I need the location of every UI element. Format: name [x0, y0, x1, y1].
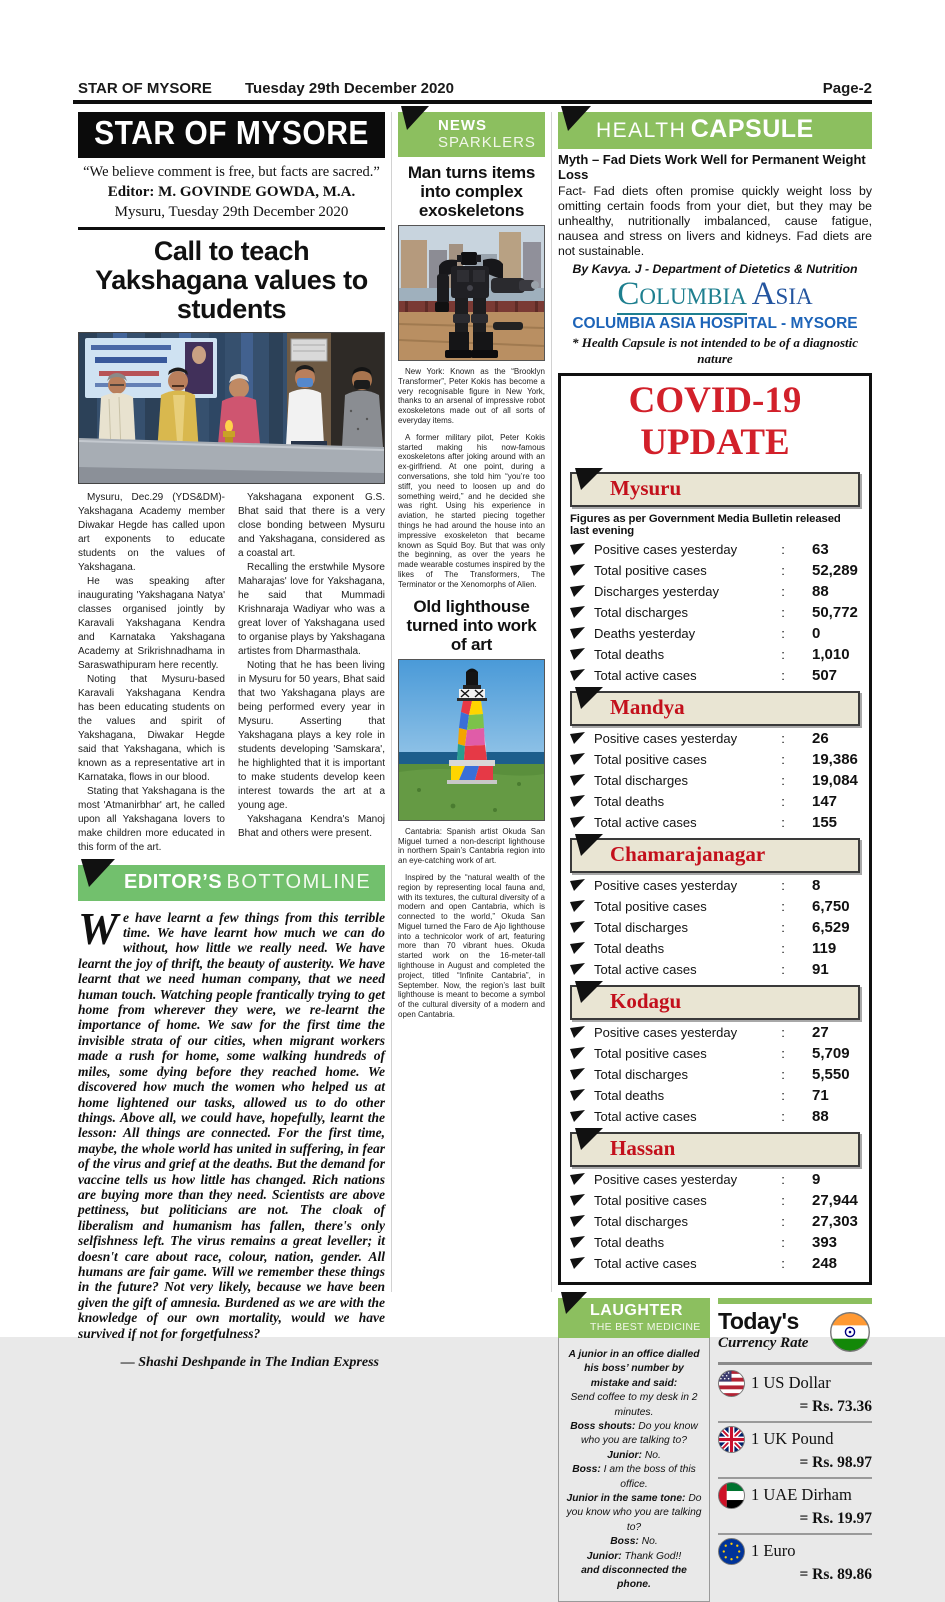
district-name: Kodagu [610, 988, 682, 1013]
lead-headline: Call to teach Yakshagana values to students [95, 236, 368, 324]
covid-row: Total deaths : 71 [570, 1087, 860, 1104]
us-flag-icon [718, 1370, 745, 1397]
joke-text [558, 1338, 710, 1602]
flag-marker-icon [570, 1068, 585, 1080]
uae-flag-icon [718, 1482, 745, 1509]
divider-rule [718, 1362, 872, 1365]
uk-flag-icon [718, 1426, 745, 1453]
paragraph: Noting that Mysuru-based Karavali Yakshagana Kendra has been educating students on the values and spirit of Yakshagana, Diwakar Hegde said that Yakshagana, which is known as a representative art in Karnataka, flows in our blood. [78, 673, 225, 783]
laughter-section [558, 1298, 710, 1602]
corner-flag-icon [560, 1291, 588, 1315]
district-header [570, 1132, 860, 1167]
covid-district-mandya [570, 691, 860, 831]
story-body [398, 827, 545, 1020]
covid-row: Positive cases yesterday : 26 [570, 730, 860, 747]
flag-marker-icon [570, 606, 585, 618]
covid-district-kodagu [570, 985, 860, 1125]
flag-marker-icon [570, 1110, 585, 1122]
section-tag-light: BOTTOMLINE [226, 870, 372, 893]
section-tag-bold: LAUGHTER [590, 1301, 683, 1319]
columbia-asia-logo [558, 275, 872, 312]
flag-marker-icon [570, 942, 585, 954]
covid-row: Total active cases : 91 [570, 961, 860, 978]
district-header [570, 472, 860, 507]
health-disclaimer: * Health Capsule is not intended to be of a diagnostic nature [571, 334, 859, 366]
covid-row: Total active cases : 88 [570, 1108, 860, 1125]
essay-attribution: — Shashi Deshpande in The Indian Express [120, 1354, 379, 1370]
corner-flag-icon [400, 105, 430, 131]
column-divider [391, 112, 392, 1292]
editor-line: Editor: M. GOVINDE GOWDA, M.A. [107, 184, 356, 200]
district-name: Mandya [610, 694, 685, 719]
corner-flag-icon [560, 105, 592, 132]
news-sparklers-header [398, 112, 545, 157]
covid-district-mysuru [570, 472, 860, 684]
district-header [570, 838, 860, 873]
laughter-header [558, 1298, 710, 1338]
covid-title: COVID-19 UPDATE [628, 379, 802, 464]
covid-row: Total positive cases : 27,944 [570, 1192, 860, 1209]
currency-row: 1 Euro = Rs. 89.86 [718, 1535, 872, 1589]
covid-row: Total discharges : 27,303 [570, 1213, 860, 1230]
article-column-2 [238, 491, 385, 855]
paragraph: Stating that Yakshagana is the most 'Atmanirbhar' art, he called upon all Yakshagana lovers to make children more educated in this form of the art. [78, 785, 225, 853]
story-body [398, 367, 545, 590]
covid-row: Positive cases yesterday : 8 [570, 877, 860, 894]
currency-row: 1 UAE Dirham = Rs. 19.97 [718, 1479, 872, 1535]
divider-rule [78, 227, 385, 230]
flag-marker-icon [570, 921, 585, 933]
covid-row: Total deaths : 147 [570, 793, 860, 810]
paragraph: He was speaking after inaugurating 'Yakshagana Natya' classes organised jointly by Karavali Yakshagana Kendra and Karnataka Yakshagana Academy at Srikrishnadhama in Saraswathipuram here recently. [78, 575, 225, 671]
district-header [570, 985, 860, 1020]
middle-column [398, 112, 545, 1027]
paragraph: Recalling the erstwhile Mysore Maharajas' love for Yakshagana, he said that Mummadi Krishnaraja Wadiyar who was a great lover of Yakshagana used to organise plays by Yakshagana artistes from Dharmasthala. [238, 561, 385, 657]
flag-marker-icon [570, 564, 585, 576]
joke-line: and disconnected the phone. [581, 1565, 687, 1591]
india-flag-icon [830, 1312, 870, 1352]
masthead [78, 112, 385, 158]
covid-row: Total active cases : 507 [570, 667, 860, 684]
paragraph: Inspired by the “natural wealth of the region by representing local fauna and, with its textures, the cultural diversity of a modern and open Cantabria, which is connected to the world,” Okuda San Miguel turned the Faro de Ajo lighthouse into a technicolor work of art, featuring more than 70 vibrant hues. Okuda started work on the 16-meter-tall lighthouse in August and completed the project, titled “Infinite Cantabria”, in September. Now, the region’s last built lighthouse is meant to become a symbol of the cultural diversity of a modern and open Cantabria. [398, 872, 545, 1020]
lighthouse-photo-graphic [399, 660, 544, 820]
flag-marker-icon [570, 1173, 585, 1185]
covid-row: Discharges yesterday : 88 [570, 583, 860, 600]
flag-marker-icon [570, 543, 585, 555]
covid-row: Total positive cases : 5,709 [570, 1045, 860, 1062]
covid-district-chamarajanagar [570, 838, 860, 978]
corner-flag-icon [574, 980, 604, 1004]
paragraph: Mysuru, Dec.29 (YDS&DM)- Yakshagana Academy member Diwakar Hegde has called upon art exponents to educate students on the values of Yakshagana. [78, 491, 225, 573]
flag-marker-icon [570, 1257, 585, 1269]
covid-row: Total deaths : 1,010 [570, 646, 860, 663]
covid-row: Total positive cases : 6,750 [570, 898, 860, 915]
left-column [78, 112, 385, 1371]
paragraph: A former military pilot, Peter Kokis started making his now-famous exoskeletons after joking around with an ex-girlfriend. At one point, during a conversations, she told him “you’re too stiff, you need to loosen up and do something weird,” and he decided she was right. Using his experience in aviation, he started piecing together things he had around the house into an impressive exoskeleton that became known as Squid Boy. But that was only the beginning, as over the years he made wearable costumes inspired by the likes of The Transformers, The Terminator or the Xenomorphs of Alien. [398, 432, 545, 589]
article-column-1 [78, 491, 225, 855]
joke-line: Boss shouts: Do you know who you are talking to? [570, 1421, 698, 1447]
covid-row: Positive cases yesterday : 27 [570, 1024, 860, 1041]
joke-line: Send coffee to my desk in 2 minutes. [570, 1392, 698, 1418]
lead-article-body [78, 491, 385, 855]
paragraph: Yakshagana exponent G.S. Bhat said that there is a very close bonding between Mysuru and Yakshagana, considered as a coastal art. [238, 491, 385, 559]
flag-marker-icon [570, 1089, 585, 1101]
health-capsule-header [558, 112, 872, 149]
covid-district-hassan [570, 1132, 860, 1272]
masthead-title: STAR OF MYSORE [94, 114, 369, 152]
flag-marker-icon [570, 963, 585, 975]
covid-row: Total discharges : 19,084 [570, 772, 860, 789]
covid-row: Total positive cases : 52,289 [570, 562, 860, 579]
corner-flag-icon [574, 467, 604, 491]
covid-row: Total positive cases : 19,386 [570, 751, 860, 768]
robot-photo-graphic [399, 226, 544, 360]
flag-marker-icon [570, 1236, 585, 1248]
page-number: Page-2 [822, 80, 872, 97]
editors-bottomline-header [78, 865, 385, 901]
currency-title: Today's [718, 1307, 799, 1334]
district-name: Mysuru [610, 475, 682, 500]
covid-row: Deaths yesterday : 0 [570, 625, 860, 642]
section-tag-bold: CAPSULE [690, 115, 814, 143]
flag-marker-icon [570, 627, 585, 639]
flag-marker-icon [570, 1047, 585, 1059]
right-column [558, 112, 872, 1602]
district-name: Hassan [610, 1135, 676, 1160]
running-header [78, 80, 872, 97]
corner-flag-icon [574, 833, 604, 857]
covid-row: Positive cases yesterday : 63 [570, 541, 860, 558]
yakshagana-photo [78, 332, 385, 484]
logo-columbia: Columbia [617, 276, 746, 315]
flag-marker-icon [570, 1215, 585, 1227]
masthead-dateline: Mysuru, Tuesday 29th December 2020 [114, 204, 349, 220]
paragraph: Cantabria: Spanish artist Okuda San Miguel turned a non-descript lighthouse in northern Spain’s Cantabria region into an eye-catching work of art. [398, 826, 545, 866]
covid-row: Total deaths : 119 [570, 940, 860, 957]
flag-marker-icon [570, 1194, 585, 1206]
district-name: Chamarajanagar [610, 841, 766, 866]
covid-row: Positive cases yesterday : 9 [570, 1171, 860, 1188]
flag-marker-icon [570, 732, 585, 744]
corner-flag-icon [574, 1127, 604, 1151]
drop-cap: W [78, 903, 119, 954]
corner-flag-icon [80, 858, 116, 888]
story-headline: Old lighthouse turned into work of art [406, 596, 537, 654]
running-date: Tuesday 29th December 2020 [245, 80, 454, 97]
section-tag-bold: NEWS [438, 117, 487, 134]
paragraph: Noting that he has been living in Mysuru for 50 years, Bhat said that two Yakshagana plays are being performed every year in Mysuru. Asserting that Yakshagana plays a key role in students developing 'Samskara', he highlighted that it is important to make students develop keen interest towards the art at a young age. [238, 659, 385, 811]
section-tag-light: THE BEST MEDICINE [590, 1320, 701, 1333]
section-tag-light: SPARKLERS [438, 134, 536, 151]
running-brand: STAR OF MYSORE [78, 80, 212, 97]
flag-marker-icon [570, 879, 585, 891]
joke-line: Junior in the same tone: Do you know who you are talking to? [566, 1493, 702, 1533]
currency-row: 1 UK Pound = Rs. 98.97 [718, 1423, 872, 1479]
hospital-name: COLUMBIA ASIA HOSPITAL - MYSORE [572, 314, 858, 332]
eu-flag-icon [718, 1538, 745, 1565]
flag-marker-icon [570, 900, 585, 912]
covid-note: Figures as per Government Media Bulletin released last evening [570, 512, 841, 537]
flag-marker-icon [570, 585, 585, 597]
essay-text: e have learnt a few things from this terrible time. We have learnt how much we can do without, how little we really need. We have learnt the joy of thrift, the beauty of austerity. We have learnt that we need human company, that we need human touch. Watching people frantically trying to get home from wherever they were, we re-learnt the importance of home. We saw for the first time the invisible strata of our cities, when migrant workers made a rush for home, some walking hundreds of miles, some dying before they reached home. We discovered how much the women who helped us at home lightened our tasks, allowed us to do other things. Above all, we could have, hopefully, learnt the lesson: All things are connected. For the first time, maybe, the whole world has united in suffering, in fear of the virus and grief at the deaths. But the demand for vaccine tells us how little has changed. Rich nations are buying more than they need. Scientists are above pettiness, but politicians are not. The cloak of liberalism and humanism has fallen, there's only selfishness left. The virus remains a great leveller; it doesn't care about race, colour, nation, gender. All humans are fair game. Will we remember these things in the future? Not very likely, because we have been given the gift of amnesia. Burdened as we are with the knowledge of our own mortality, would we have survived if not for forgetfulness? [78, 909, 385, 1341]
flag-marker-icon [570, 648, 585, 660]
health-fact: Fact- Fad diets often promise quickly weight loss by omitting certain foods from your diet, but they may be unhealthy, nutritionally imbalanced, cause fatigue, nausea and stress on livers and kidneys. Fad diets are not sustainable. [558, 183, 872, 258]
health-byline: By Kavya. J - Department of Dietetics & Nutrition [572, 261, 858, 276]
currency-row: 1 US Dollar = Rs. 73.36 [718, 1367, 872, 1423]
flag-marker-icon [570, 816, 585, 828]
joke-line: Boss: I am the boss of this office. [572, 1464, 696, 1490]
health-myth: Myth – Fad Diets Work Well for Permanent Weight Loss [558, 152, 866, 182]
covid-row: Total discharges : 5,550 [570, 1066, 860, 1083]
covid-row: Total active cases : 248 [570, 1255, 860, 1272]
flag-marker-icon [570, 774, 585, 786]
section-tag-light: HEALTH [596, 119, 687, 142]
covid-row: Total discharges : 50,772 [570, 604, 860, 621]
currency-topbar [718, 1298, 872, 1304]
flag-marker-icon [570, 753, 585, 765]
covid-row: Total discharges : 6,529 [570, 919, 860, 936]
covid-row: Total active cases : 155 [570, 814, 860, 831]
header-rule [73, 100, 872, 104]
yakshagana-photo-graphic [79, 333, 384, 483]
joke-line: Boss: No. [610, 1536, 658, 1548]
paragraph: Yakshagana Kendra's Manoj Bhat and others were present. [238, 813, 385, 839]
flag-marker-icon [570, 669, 585, 681]
robot-photo [398, 225, 545, 361]
district-header [570, 691, 860, 726]
joke-line: Junior: Thank God!! [586, 1550, 682, 1562]
lighthouse-photo [398, 659, 545, 821]
flag-marker-icon [570, 795, 585, 807]
currency-header [718, 1307, 872, 1354]
paragraph: New York: Known as the “Brooklyn Transformer”, Peter Kokis has become a very recognisable figure in New York, thanks to an arsenal of impressive robot exoskeletons made out of all sorts of everyday items. [398, 367, 545, 426]
masthead-motto: “We believe comment is free, but facts are sacred.” [83, 164, 380, 180]
bottom-row [558, 1298, 872, 1602]
joke-line: Junior: No. [607, 1449, 661, 1461]
covid-row: Total deaths : 393 [570, 1234, 860, 1251]
corner-flag-icon [574, 686, 604, 710]
story-headline: Man turns items into complex exoskeletons [407, 163, 536, 221]
flag-marker-icon [570, 1026, 585, 1038]
joke-line: A junior in an office dialled his boss’ number by mistake and said: [568, 1348, 700, 1389]
currency-subtitle: Currency Rate [718, 1334, 809, 1351]
covid-update-box [558, 373, 872, 1285]
section-tag-bold: EDITOR’S [124, 870, 223, 893]
logo-asia: Asia [751, 275, 813, 312]
currency-section [718, 1298, 872, 1602]
editors-bottomline-essay [78, 903, 385, 1341]
column-divider [551, 112, 552, 1292]
